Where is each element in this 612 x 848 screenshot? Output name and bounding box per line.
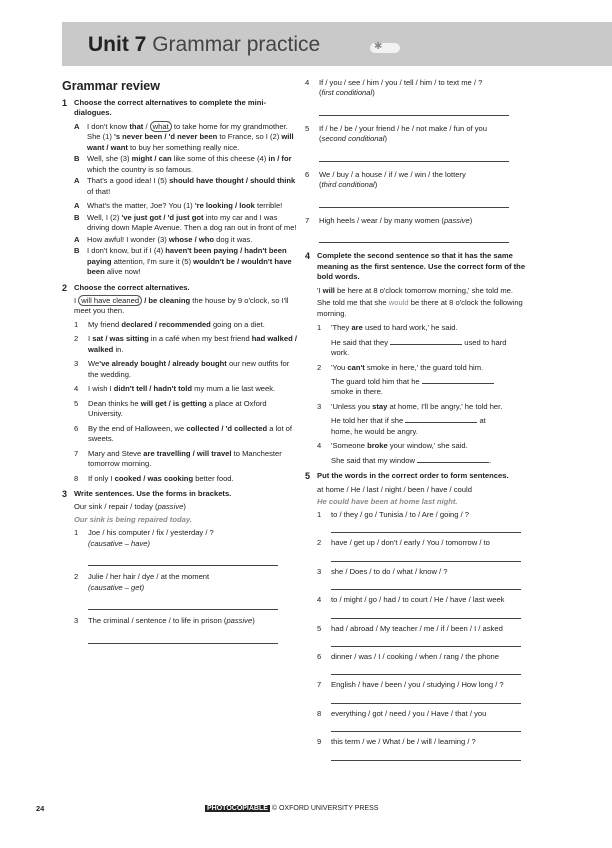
dialogue-line: B Well, she (3) might / can like some of this cheese (4) in / for which the country is so famous.	[74, 154, 292, 174]
exercise-3	[62, 489, 298, 646]
list-item: 5 had / abroad / My teacher / me / if / been / I / asked	[317, 624, 530, 649]
example-answer: She told me that she would be there at 8 o'clock the following morning.	[317, 298, 523, 318]
answer-line[interactable]	[331, 634, 521, 647]
badge	[370, 43, 400, 53]
answer-line[interactable]	[331, 549, 521, 562]
list-item: 2 'You can't smoke in here,' the guard told him. The guard told him that he smoke in there.	[317, 363, 530, 398]
list-item: 4 to / might / go / had / to court / He / have / last week	[317, 595, 530, 620]
list-item: 1 'They are used to hard work,' he said. He said that they used to hard work.	[317, 323, 507, 358]
dialogue-line: B I don't know, but if I (4) haven't been paying / hadn't been paying attention, I'm sure it (5) wouldn't be / wouldn't have been alive now!	[74, 246, 292, 277]
answer-line[interactable]	[331, 662, 521, 675]
dialogue-line: A That's a good idea! I (5) should have thought / should think of that!	[74, 176, 296, 196]
answer-line[interactable]	[319, 103, 509, 116]
dialogue-line: A What's the matter, Joe? You (1) 're looking / look terrible!	[74, 201, 283, 211]
list-item: 2 Julie / her hair / dye / at the moment (causative – get)	[74, 572, 298, 612]
list-item: 2 I sat / was sitting in a café when my best friend had walked / walked in.	[74, 334, 297, 354]
answer-line[interactable]	[331, 719, 521, 732]
answer-blank[interactable]	[417, 455, 489, 463]
exercise-number: 1	[62, 98, 68, 108]
list-item: 6 By the end of Halloween, we collected / 'd collected a lot of sweets.	[74, 423, 292, 444]
list-item: 1 to / they / go / Tunisia / to / Are / going / ?	[317, 510, 530, 535]
list-item: 4 I wish I didn't tell / hadn't told my mum a lie last week.	[74, 384, 276, 394]
instruction: Complete the second sentence so that it has the same meaning as the first sentence. Use the correct form of the bold words.	[317, 251, 526, 282]
star-icon: ✱	[374, 41, 383, 52]
left-column	[62, 78, 298, 651]
answer-line[interactable]	[331, 691, 521, 704]
answer-line[interactable]	[88, 631, 278, 644]
list-item: 3 The criminal / sentence / to life in prison (passive)	[74, 616, 298, 645]
answer-line[interactable]	[88, 597, 278, 610]
list-item: 2 have / get up / don't / early / You / tomorrow / to	[317, 538, 530, 563]
list-item: 1 Joe / his computer / fix / yesterday / ? (causative – have)	[74, 528, 298, 568]
example-question: 'I will be here at 8 o'clock tomorrow morning,' she told me.	[317, 285, 513, 295]
example-question: Our sink / repair / today (passive)	[74, 502, 186, 512]
page-number: 24	[36, 804, 45, 813]
answer-line[interactable]	[331, 577, 521, 590]
exercise-2	[62, 283, 298, 485]
list-item: 7 English / have / been / you / studying / How long / ?	[317, 680, 530, 705]
unit-label: Unit 7	[88, 33, 147, 56]
exercise-number: 2	[62, 282, 68, 293]
answer-line[interactable]	[319, 195, 509, 208]
list-item: 7 High heels / wear / by many women (passive)	[305, 216, 530, 245]
dialogue-line: A How awful! I wonder (3) whose / who dog it was.	[74, 234, 253, 244]
circled-answer: what	[150, 121, 172, 132]
list-item: 1 My friend declared / recommended going on a diet.	[74, 319, 265, 329]
list-item: 3 she / Does / to do / what / know / ?	[317, 567, 530, 592]
section-title: Grammar practice	[152, 33, 321, 56]
instruction: Choose the correct alternatives to complete the mini-dialogues.	[74, 98, 266, 118]
list-item: 4 If / you / see / him / you / tell / him / to text me / ? (first conditional)	[305, 78, 530, 118]
grammar-review-title: Grammar review	[62, 79, 160, 93]
list-item: 4 'Someone broke your window,' she said. She said that my window .	[317, 441, 492, 465]
page-header	[62, 22, 612, 66]
answer-blank[interactable]	[390, 337, 462, 345]
instruction: Write sentences. Use the forms in brackets.	[74, 489, 232, 498]
example-answer: He could have been at home last night.	[317, 497, 458, 507]
exercise-number: 4	[305, 251, 311, 262]
exercise-1	[62, 98, 298, 278]
instruction: Choose the correct alternatives.	[74, 282, 190, 292]
right-column	[305, 78, 530, 768]
page-footer	[0, 804, 612, 816]
instruction: Put the words in the correct order to form sentences.	[317, 471, 509, 481]
exercise-number: 5	[305, 471, 311, 482]
photocopiable-label: PHOTOCOPIABLE	[207, 805, 268, 812]
answer-line[interactable]	[331, 748, 521, 761]
list-item: 9 this term / we / What / be / will / learning / ?	[317, 737, 530, 762]
exercise-number: 3	[62, 489, 68, 499]
list-item: 3 We've already bought / already bought our new outfits for the wedding.	[74, 359, 290, 379]
answer-blank[interactable]	[422, 376, 494, 384]
dialogue-line: A I don't know that / what to take home for my grandmother. She (1) 's never been / 'd never been to France, so I (2) will want / want to buy her something really nice.	[74, 121, 294, 152]
answer-line[interactable]	[88, 553, 278, 566]
answer-line[interactable]	[319, 230, 509, 243]
list-item: 6 We / buy / a house / if / we / win / the lottery (third conditional)	[305, 170, 530, 210]
example-question: at home / He / last / night / been / have / could	[317, 484, 472, 494]
list-item: 6 dinner / was / I / cooking / when / rang / the phone	[317, 652, 530, 677]
exercise-5	[305, 471, 530, 763]
list-item: 5 If / he / be / your friend / he / not make / fun of you (second conditional)	[305, 124, 530, 164]
list-item: 8 everything / got / need / you / Have / that / you	[317, 709, 530, 734]
answer-line[interactable]	[331, 606, 521, 619]
dialogue-line: B Well, I (2) 've just got / 'd just got into my car and I was driving down Maple Avenue. Then a dog ran out in front of me!	[74, 212, 297, 233]
page-title	[88, 33, 320, 57]
list-item: 3 'Unless you stay at home, I'll be angry,' he told her. He told her that if she at home, he would be angry.	[317, 401, 503, 436]
list-item: 8 If only I cooked / was cooking better food.	[74, 473, 234, 483]
list-item: 7 Mary and Steve are travelling / will travel to Manchester tomorrow morning.	[74, 448, 282, 469]
answer-line[interactable]	[331, 520, 521, 533]
exercise-3-continued	[305, 78, 530, 245]
circled-answer: will have cleaned	[78, 295, 142, 306]
example-answer: Our sink is being repaired today.	[74, 514, 192, 524]
example-sentence: I will have cleaned / be cleaning the house by 9 o'clock, so I'll meet you then.	[74, 295, 289, 316]
answer-line[interactable]	[319, 149, 509, 162]
copyright: PHOTOCOPIABLE © OXFORD UNIVERSITY PRESS	[207, 805, 379, 812]
list-item: 5 Dean thinks he will get / is getting a place at Oxford University.	[74, 398, 267, 419]
exercise-4	[305, 251, 530, 466]
answer-blank[interactable]	[405, 415, 477, 423]
